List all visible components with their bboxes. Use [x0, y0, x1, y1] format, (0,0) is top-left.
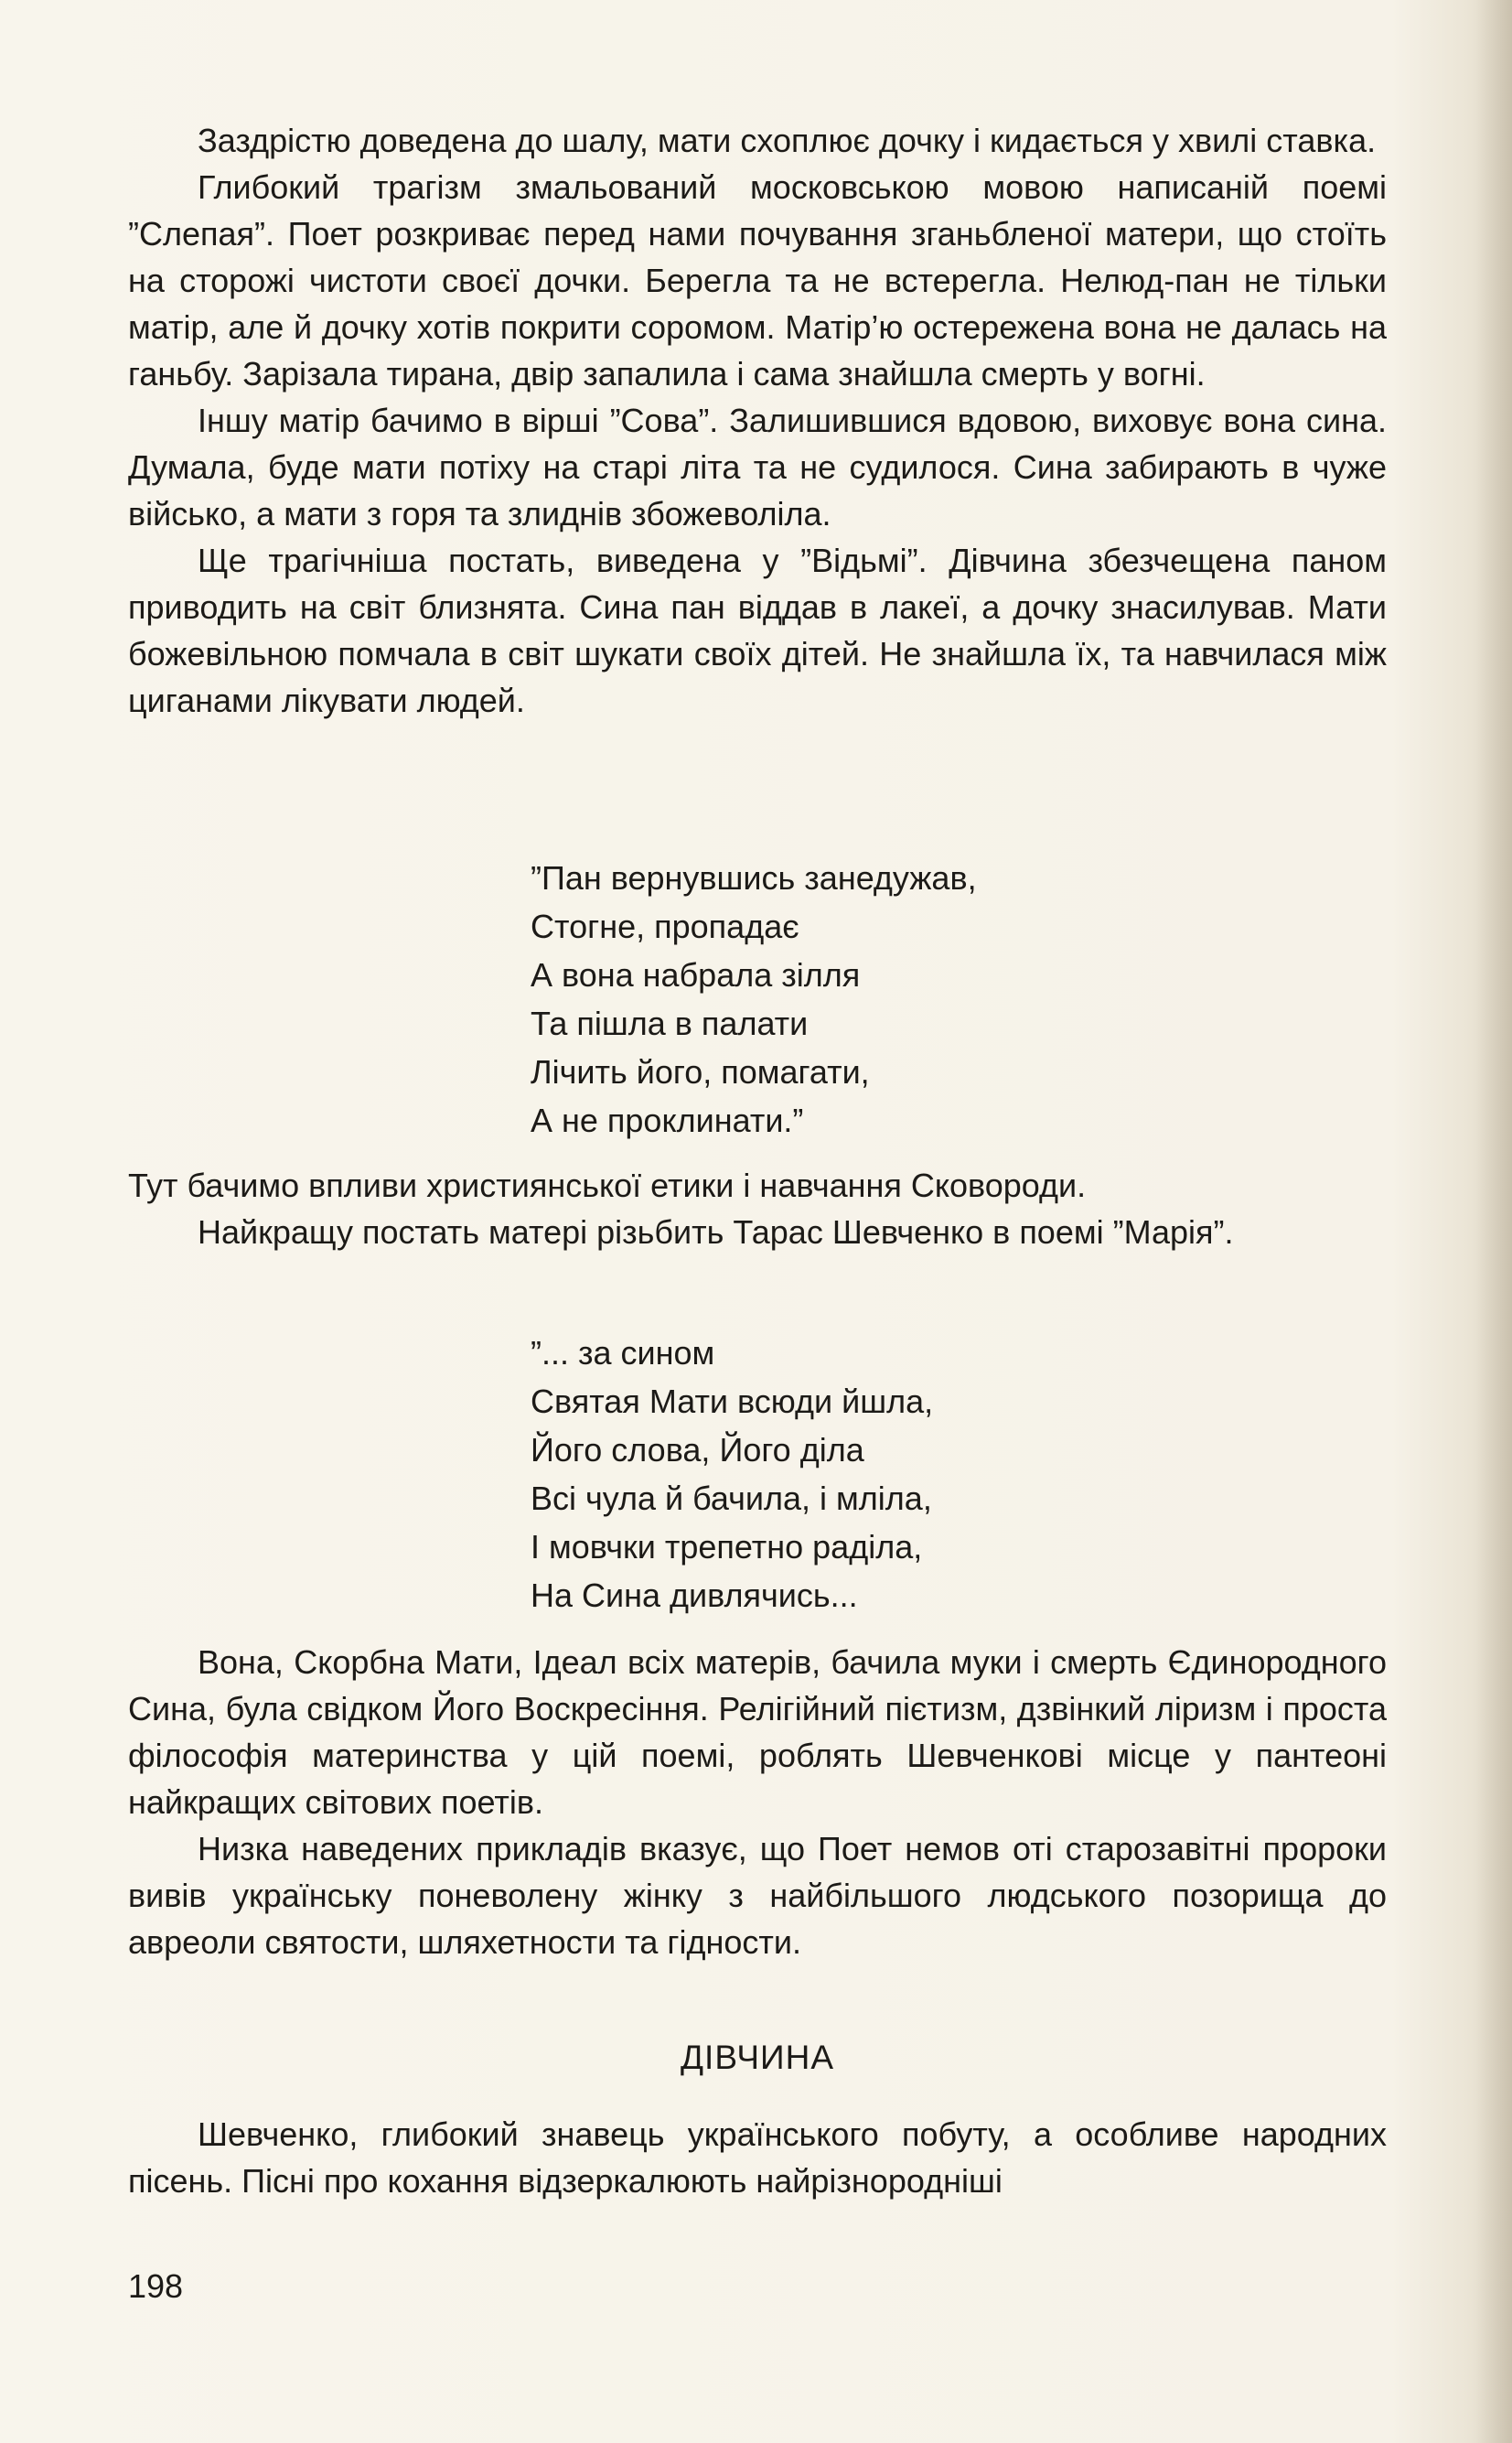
paragraph-skorbna-maty: Вона, Скорбна Мати, Ідеал всіх матерів, бачила муки і смерть Єдинородного Сина, була свідком Його Воскресіння. Релігійний пієтизм, дзвінкий ліризм і проста філософія материнства у цій поемі, роблять Шевченкові місце у пантеоні найкращих світових поетів. [128, 1643, 1387, 1821]
verse-line: ”Пан вернувшись занедужав, [531, 859, 977, 897]
verse-vidma [128, 854, 1387, 1145]
paragraph-sova: Іншу матір бачимо в вірші ”Сова”. Залишившися вдовою, виховує вона сина. Думала, буде мати потіху на старі літа та не судилося. Сина забирають в чуже військо, а мати з горя та злиднів збожеволіла. [128, 402, 1387, 533]
paragraph-vidma: Ще трагічніша постать, виведена у ”Відьмі”. Дівчина збезчещена паном приводить на світ близнята. Сина пан віддав в лакеї, а дочку знасилував. Мати божевільною помчала в світ шукати своїх дітей. Не знайшла їх, та навчилася між циганами лікувати людей. [128, 542, 1387, 719]
paragraph-slepaya: Глибокий трагізм змальований московською мовою написаній поемі ”Слепая”. Поет розкриває перед нами почування зганьбленої матери, що стоїть на сторожі чистоти своєї дочки. Берегла та не встерегла. Нелюд-пан не тільки матір, але й дочку хотів покрити соромом. Матір’ю остережена вона не далась на ганьбу. Зарізала тирана, двір запалила і сама знайшла смерть у вогні. [128, 168, 1387, 393]
verse-line: Лічить його, помагати, [531, 1053, 870, 1091]
section-heading: ДІВЧИНА [680, 2039, 834, 2076]
verse-line: Всі чула й бачила, і мліла, [531, 1480, 932, 1517]
verse-line: І мовчки трепетно раділа, [531, 1528, 923, 1566]
page-edge-shadow [1475, 0, 1512, 2443]
verse-line: Та пішла в палати [531, 1005, 809, 1042]
text-block-1 [128, 117, 1387, 724]
text-block-2 [128, 1162, 1387, 1255]
paragraph-skovoroda: Тут бачимо впливи християнської етики і навчання Сковороди. [128, 1167, 1087, 1204]
paragraph-divchyna: Шевченко, глибокий знавець українського побуту, а особливе народних пісень. Пісні про кохання відзеркалюють найрізнородніші [128, 2115, 1387, 2200]
verse-lines [531, 854, 1387, 1145]
verse-line: Його слова, Його діла [531, 1431, 864, 1469]
text-block-3 [128, 1639, 1387, 1965]
verse-lines [531, 1329, 1387, 1620]
paragraph-jealousy: Заздрістю доведена до шалу, мати схоплює дочку і кидається у хвилі ставка. [198, 122, 1377, 159]
verse-line: А вона набрала зілля [531, 956, 861, 994]
verse-mariya [128, 1329, 1387, 1620]
verse-line: ”... за сином [531, 1334, 715, 1372]
verse-line: Стогне, пропадає [531, 908, 799, 945]
verse-line: А не проклинати.” [531, 1102, 804, 1139]
paragraph-conclusion: Низка наведених прикладів вказує, що Поет немов оті старозавітні пророки вивів українську поневолену жінку з найбільшого людського позорища до авреоли святости, шляхетности та гідности. [128, 1830, 1387, 1961]
verse-line: Святая Мати всюди йшла, [531, 1383, 934, 1420]
page-number: 198 [128, 2267, 184, 2305]
text-block-4 [128, 2111, 1387, 2204]
paragraph-mariya: Найкращу постать матері різьбить Тарас Шевченко в поемі ”Марія”. [198, 1213, 1234, 1251]
verse-line: На Сина дивлячись... [531, 1577, 858, 1614]
